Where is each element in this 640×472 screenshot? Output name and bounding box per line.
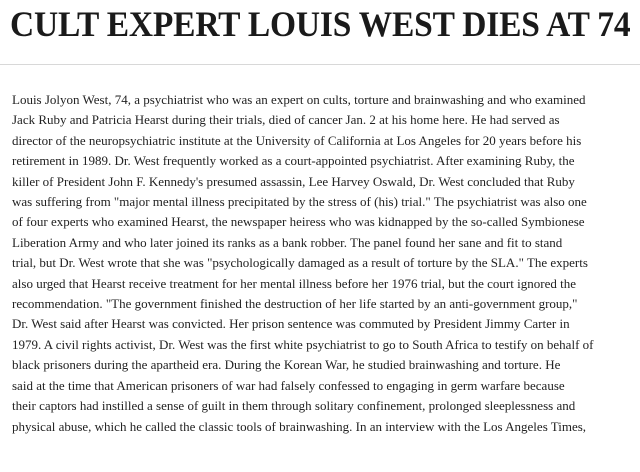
article-text-line: Liberation Army and who later joined its ranks as a bank robber. The panel found her sane and fit to stand	[12, 234, 563, 250]
headline-divider	[0, 64, 640, 65]
article-text-line: recommendation. "The government finished the destruction of her life started by an anti-government group,"	[12, 296, 578, 312]
article-body	[12, 90, 638, 437]
article-text-line: also urged that Hearst receive treatment for her mental illness before her 1976 trial, but the court ignored the	[12, 275, 576, 291]
article-text-line: retirement in 1989. Dr. West frequently worked as a court-appointed psychiatrist. After examining Ruby, the	[12, 153, 575, 169]
article-text-line: Louis Jolyon West, 74, a psychiatrist who was an expert on cults, torture and brainwashing and who examined	[12, 92, 586, 107]
article-text-line: 1979. A civil rights activist, Dr. West was the first white psychiatrist to go to South Africa to testify on behalf of	[12, 336, 594, 352]
article-headline: CULT EXPERT LOUIS WEST DIES AT 74	[10, 4, 631, 44]
article-text-line: Jack Ruby and Patricia Hearst during their trials, died of cancer Jan. 2 at his home here. He had served as	[12, 112, 560, 128]
article-text-line: physical abuse, which he called the classic tools of brainwashing. In an interview with the Los Angeles Times,	[12, 418, 587, 434]
article-text-line: was suffering from "major mental illness precipitated by the stress of (his) trial." The psychiatrist was also one	[12, 194, 587, 210]
article-text-line: black prisoners during the apartheid era. During the Korean War, he studied brainwashing and torture. He	[12, 357, 561, 373]
article-text-line: director of the neuropsychiatric institute at the University of California at Los Angeles for 20 years before his	[12, 132, 582, 148]
article-text-line: trial, but Dr. West wrote that she was "psychologically damaged as a result of torture by the SLA." The experts	[12, 255, 588, 271]
article-text-line: of four experts who examined Hearst, the newspaper heiress who was kidnapped by the so-called Symbionese	[12, 214, 585, 230]
article-text-line: Dr. West said after Hearst was convicted. Her prison sentence was commuted by President Jimmy Carter in	[12, 316, 570, 332]
article-text-line: said at the time that American prisoners of war had falsely confessed to engaging in germ warfare because	[12, 377, 565, 393]
article-text-line: their captors had instilled a sense of guilt in them through solitary confinement, prolonged sleeplessness and	[12, 398, 576, 414]
article-text-line: killer of President John F. Kennedy's presumed assassin, Lee Harvey Oswald, Dr. West concluded that Ruby	[12, 173, 575, 189]
